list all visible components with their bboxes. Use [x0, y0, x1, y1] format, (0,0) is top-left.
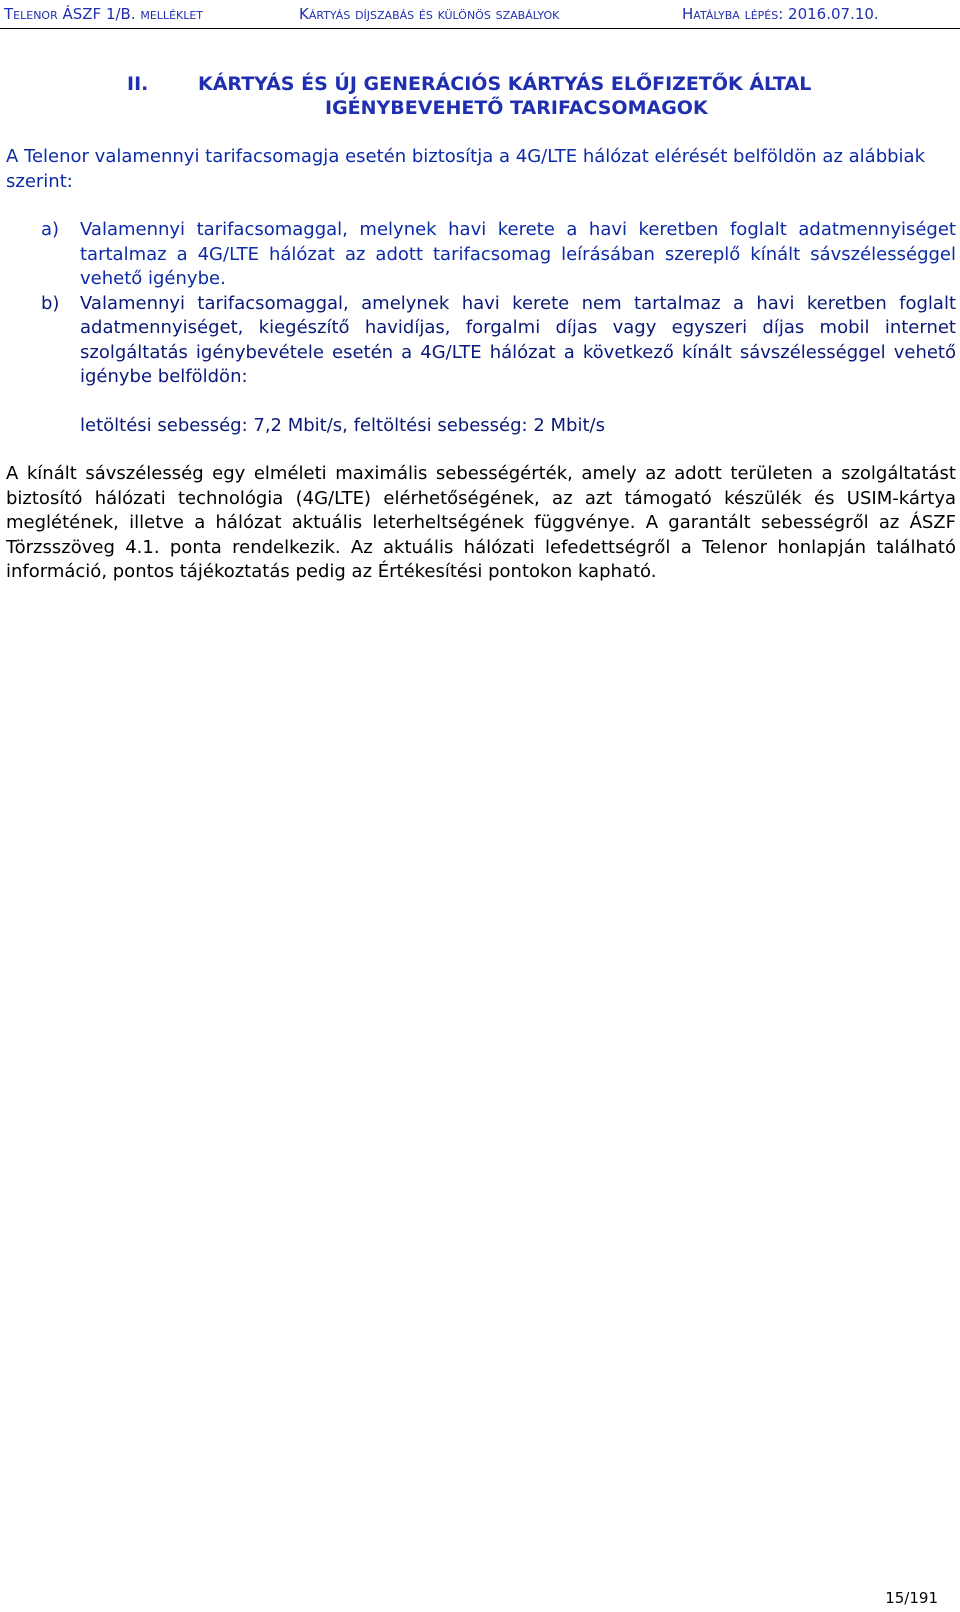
list-item-b — [6, 292, 956, 390]
list-text-a: Valamennyi tarifacsomaggal, melynek havi kerete a havi keretben foglalt adatmennyiséget tartalmaz a 4G/LTE hálózat az adott tarifacsomag leírásában szereplő kínált sávszélességgel vehető igénybe. — [80, 219, 956, 289]
header-document-title: Telenor ÁSZF 1/B. melléklet — [4, 5, 204, 23]
document-body — [6, 145, 956, 585]
condition-list — [6, 218, 956, 390]
section-number: II. — [127, 73, 149, 95]
speed-line: letöltési sebesség: 7,2 Mbit/s, feltöltési sebesség: 2 Mbit/s — [80, 414, 605, 436]
page-header — [0, 0, 960, 29]
header-section-title: Kártyás díjszabás és különös szabályok — [299, 5, 560, 23]
list-item-a — [6, 218, 956, 292]
page-number: 15/191 — [885, 1589, 938, 1607]
intro-paragraph: A Telenor valamennyi tarifacsomagja esetén biztosítja a 4G/LTE hálózat elérését belföldön az alábbiak szerint: — [6, 146, 926, 192]
list-marker-b: b) — [41, 292, 60, 314]
header-effective-date: Hatályba lépés: 2016.07.10. — [682, 5, 879, 23]
list-marker-a: a) — [41, 219, 60, 240]
closing-paragraph: A kínált sávszélesség egy elméleti maximális sebességérték, amely az adott területen a szolgáltatást biztosító hálózati technológia (4G/LTE) elérhetőségének, az azt támogató készülék és USIM-kártya meglétének, illetve a hálózat aktuális leterheltségének függvénye. A garantált sebességről az ÁSZF Törzsszöveg 4.1. ponta rendelkezik. Az aktuális hálózati lefedettségről a Telenor honlapján található információ, pontos tájékoztatás pedig az Értékesítési pontokon kapható. — [6, 463, 956, 582]
list-text-b: Valamennyi tarifacsomaggal, amelynek havi kerete nem tartalmaz a havi keretben foglalt adatmennyiséget, kiegészítő havidíjas, forgalmi díjas vagy egyszeri díjas mobil internet szolgáltatás igénybevétele esetén a 4G/LTE hálózat a következő kínált sávszélességgel vehető igénybe belföldön: — [80, 292, 956, 387]
section-title-line-2: IGÉNYBEVEHETŐ TARIFACSOMAGOK — [325, 97, 708, 119]
section-title-line-1: KÁRTYÁS ÉS ÚJ GENERÁCIÓS KÁRTYÁS ELŐFIZETŐK ÁLTAL — [198, 73, 812, 95]
